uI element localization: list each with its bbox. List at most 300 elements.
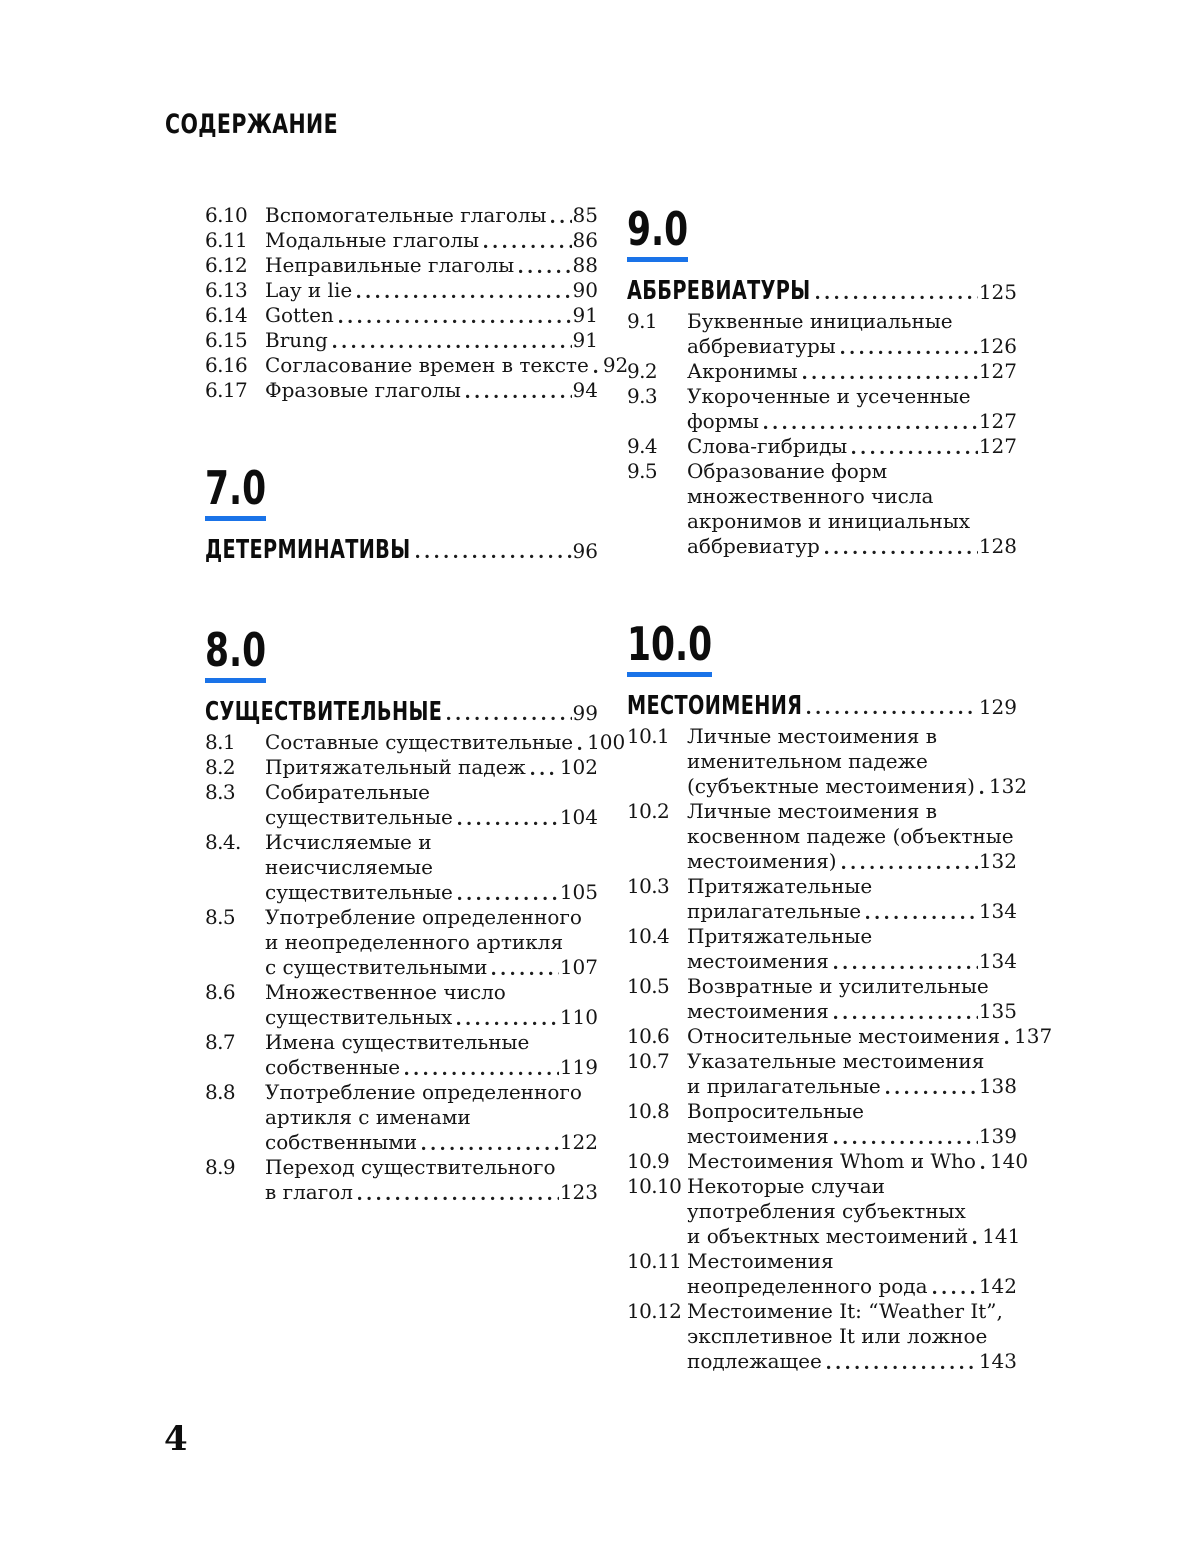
entry-number: 9.3	[627, 384, 658, 408]
entry-line: существительных	[265, 1005, 453, 1029]
toc-column-right	[627, 202, 1053, 1374]
entry-body	[687, 1099, 1017, 1149]
entry-last-line	[265, 880, 598, 905]
dot-leader	[422, 1145, 559, 1152]
toc-entry	[627, 1174, 1021, 1249]
entry-body	[265, 780, 598, 830]
entry-number: 8.2	[205, 755, 236, 779]
entry-page-number: 143	[978, 1349, 1017, 1373]
entry-line: Некоторые случаи	[687, 1174, 885, 1198]
dot-leader	[807, 709, 977, 716]
toc-section	[205, 623, 626, 1205]
entry-body	[265, 328, 598, 353]
toc-entry	[627, 974, 1017, 1024]
entry-body	[687, 1024, 1053, 1049]
dot-leader	[458, 895, 559, 902]
entry-line: Личные местоимения в	[687, 799, 937, 823]
entry-line: (субъектные местоимения)	[687, 774, 975, 798]
toc-entry	[205, 378, 598, 403]
entry-line: собственными	[265, 1130, 418, 1154]
entry-body	[687, 434, 1017, 459]
toc-entry	[627, 1024, 1053, 1049]
toc-entry	[205, 278, 598, 303]
entry-page-number: 119	[559, 1055, 598, 1079]
section-number-underline	[627, 617, 713, 677]
entry-last-line	[265, 1180, 598, 1205]
entry-page-number: 91	[572, 328, 598, 352]
entry-body	[265, 253, 598, 278]
entry-page-number: 135	[978, 999, 1017, 1023]
dot-leader	[357, 293, 571, 300]
entry-last-line	[265, 730, 626, 755]
entry-line: Модальные глаголы	[265, 228, 480, 252]
dot-leader	[519, 268, 571, 275]
entry-line: артикля с именами	[265, 1105, 471, 1129]
entry-line: Gotten	[265, 303, 334, 327]
section-title-wrap	[627, 277, 811, 306]
dot-leader	[484, 243, 572, 250]
dot-leader	[594, 368, 602, 375]
entry-line: Вопросительные	[687, 1099, 865, 1123]
entry-page-number: 138	[978, 1074, 1017, 1098]
entry-page-number: 104	[559, 805, 598, 829]
entry-number: 10.11	[627, 1249, 682, 1273]
entry-body	[687, 724, 1028, 799]
dot-leader	[816, 294, 978, 301]
entry-body	[687, 309, 1017, 359]
entry-line: и прилагательные	[687, 1074, 881, 1098]
entry-page-number: 137	[1014, 1024, 1053, 1048]
section-title: АББРЕВИАТУРЫ	[627, 276, 811, 306]
entry-page-number: 90	[572, 278, 598, 302]
toc-section	[627, 617, 1053, 1374]
entry-page-number: 123	[559, 1180, 598, 1204]
section-number: 8.0	[205, 623, 267, 677]
dot-leader	[852, 449, 978, 456]
entry-body	[265, 278, 598, 303]
toc-entry	[205, 353, 629, 378]
entry-number: 10.3	[627, 874, 670, 898]
dot-leader	[886, 1089, 978, 1096]
entry-last-line	[265, 203, 598, 228]
entry-last-line	[265, 278, 598, 303]
entry-group	[205, 203, 629, 403]
dot-leader	[492, 970, 558, 977]
dot-leader	[841, 349, 978, 356]
entry-last-line	[265, 755, 598, 780]
entry-last-line	[687, 899, 1017, 924]
dot-leader	[803, 374, 978, 381]
entry-last-line	[265, 805, 598, 830]
entry-last-line	[265, 1005, 598, 1030]
entry-line: существительные	[265, 880, 453, 904]
entry-line: Личные местоимения в	[687, 724, 937, 748]
dot-leader	[405, 1070, 559, 1077]
entry-line: множественного числа	[687, 484, 934, 508]
entry-number: 6.11	[205, 228, 248, 252]
entry-body	[265, 905, 598, 980]
entry-line: местоимения)	[687, 849, 837, 873]
entry-line: эксплетивное It или ложное	[687, 1324, 988, 1348]
entry-page-number: 141	[982, 1224, 1021, 1248]
toc-entry	[627, 874, 1017, 924]
entry-body	[687, 1249, 1017, 1299]
entry-line: Образование форм	[687, 459, 888, 483]
entry-line: употребления субъектных	[687, 1199, 966, 1223]
entry-number: 6.12	[205, 253, 248, 277]
entry-line: Местоимения	[687, 1249, 834, 1273]
section-number: 9.0	[627, 202, 689, 256]
dot-leader	[981, 1164, 989, 1171]
section-title-row	[205, 698, 598, 727]
entry-last-line	[687, 1274, 1017, 1299]
entry-last-line	[687, 359, 1017, 384]
section-title: СУЩЕСТВИТЕЛЬНЫЕ	[205, 697, 443, 727]
entry-page-number: 92	[602, 353, 629, 377]
entry-line: Фразовые глаголы	[265, 378, 461, 402]
entry-line: местоимения	[687, 999, 829, 1023]
entry-line: Употребление определенного	[265, 1080, 582, 1104]
entry-line: Переход существительного	[265, 1155, 556, 1179]
toc-entry	[205, 780, 598, 830]
dot-leader	[466, 393, 572, 400]
dot-leader	[531, 770, 559, 777]
dot-leader	[447, 715, 571, 722]
dot-leader	[358, 1195, 559, 1202]
entry-body	[687, 924, 1017, 974]
entry-number: 10.12	[627, 1299, 682, 1323]
entry-line: неопределенного рода	[687, 1274, 928, 1298]
entry-line: Притяжательные	[687, 924, 873, 948]
toc-entry	[627, 1299, 1017, 1374]
entry-number: 10.5	[627, 974, 670, 998]
page-number: 4	[164, 1419, 188, 1459]
entry-line: местоимения	[687, 949, 829, 973]
entry-page-number: 132	[988, 774, 1028, 798]
toc-section	[205, 461, 598, 565]
entry-last-line	[687, 1074, 1017, 1099]
entry-number: 8.5	[205, 905, 236, 929]
entry-line: и неопределенного артикля	[265, 930, 564, 954]
entry-line: Укороченные и усеченные	[687, 384, 971, 408]
entry-line: Неправильные глаголы	[265, 253, 515, 277]
entry-number: 10.4	[627, 924, 670, 948]
entry-number: 10.6	[627, 1024, 670, 1048]
entry-last-line	[687, 774, 1028, 799]
entry-last-line	[687, 1124, 1017, 1149]
entry-body	[687, 1149, 1029, 1174]
entry-page-number: 126	[978, 334, 1017, 358]
entry-page-number: 139	[978, 1124, 1017, 1148]
section-title-wrap	[627, 692, 802, 721]
toc-entry	[627, 724, 1028, 799]
entry-page-number: 105	[559, 880, 598, 904]
toc-entry	[627, 924, 1017, 974]
dot-leader	[458, 820, 559, 827]
entry-last-line	[265, 253, 598, 278]
entry-line: Вспомогательные глаголы	[265, 203, 547, 227]
toc-entry	[205, 755, 598, 780]
toc-entry	[205, 980, 598, 1030]
dot-leader	[980, 789, 988, 796]
entry-last-line	[265, 353, 629, 378]
page-title: СОДЕРЖАНИЕ	[165, 109, 339, 140]
entry-body	[265, 203, 598, 228]
entry-last-line	[687, 534, 1017, 559]
entry-last-line	[265, 303, 598, 328]
entry-last-line	[687, 434, 1017, 459]
toc-entry	[205, 253, 598, 278]
entry-number: 6.16	[205, 353, 248, 377]
entry-line: аббревиатуры	[687, 334, 836, 358]
entry-last-line	[687, 409, 1017, 434]
entry-line: Местоимение It: “Weather It”,	[687, 1299, 1003, 1323]
dot-leader	[827, 1364, 978, 1371]
dot-leader	[842, 864, 978, 871]
toc-entry	[205, 905, 598, 980]
entry-page-number: 86	[572, 228, 598, 252]
entry-body	[687, 799, 1017, 874]
entry-line: Акронимы	[687, 359, 798, 383]
dot-leader	[834, 1139, 978, 1146]
entry-body	[687, 874, 1017, 924]
entry-number: 10.7	[627, 1049, 670, 1073]
entry-body	[265, 980, 598, 1030]
entry-page-number: 94	[572, 378, 598, 402]
toc-entry	[627, 459, 1017, 559]
section-number-underline	[205, 461, 267, 521]
entry-last-line	[687, 1224, 1021, 1249]
entry-line: Множественное число	[265, 980, 506, 1004]
dot-leader	[834, 964, 978, 971]
section-number-underline	[205, 623, 267, 683]
entry-page-number: 128	[978, 534, 1017, 558]
entry-last-line	[265, 1055, 598, 1080]
entry-line: Brung	[265, 328, 328, 352]
entry-line: косвенном падеже (объектные	[687, 824, 1014, 848]
dot-leader	[551, 218, 571, 225]
toc-column-left	[205, 203, 629, 1205]
dot-leader	[416, 553, 572, 560]
entry-page-number: 140	[989, 1149, 1029, 1173]
entry-body	[265, 1155, 598, 1205]
entry-number: 10.2	[627, 799, 670, 823]
entry-last-line	[265, 328, 598, 353]
entry-line: Слова-гибриды	[687, 434, 848, 458]
entry-page-number: 132	[978, 849, 1017, 873]
entry-page-number: 107	[559, 955, 598, 979]
dot-leader	[764, 424, 978, 431]
entry-line: в глагол	[265, 1180, 353, 1204]
entry-body	[265, 228, 598, 253]
entry-page-number: 127	[978, 409, 1017, 433]
entry-body	[687, 459, 1017, 559]
entry-line: именительном падеже	[687, 749, 928, 773]
entry-body	[687, 1299, 1017, 1374]
dot-leader	[578, 745, 586, 752]
entry-number: 8.6	[205, 980, 236, 1004]
entry-number: 8.9	[205, 1155, 236, 1179]
entry-line: неисчисляемые	[265, 855, 433, 879]
toc-entry	[627, 1049, 1017, 1099]
toc-entry	[627, 1249, 1017, 1299]
section-page-number: 96	[572, 539, 598, 563]
entry-line: и объектных местоимений	[687, 1224, 969, 1248]
entry-last-line	[265, 228, 598, 253]
entry-line: прилагательные	[687, 899, 862, 923]
entry-last-line	[265, 955, 598, 980]
entry-body	[687, 384, 1017, 434]
toc-entry	[205, 203, 598, 228]
section-title: ДЕТЕРМИНАТИВЫ	[205, 535, 411, 565]
entry-page-number: 127	[978, 359, 1017, 383]
entry-body	[687, 974, 1017, 1024]
entry-number: 9.2	[627, 359, 658, 383]
section-title-row	[627, 277, 1017, 306]
entry-body	[687, 1049, 1017, 1099]
entry-number: 6.13	[205, 278, 248, 302]
toc-entry	[205, 830, 598, 905]
entry-line: Употребление определенного	[265, 905, 582, 929]
section-title-row	[205, 536, 598, 565]
entry-number: 8.7	[205, 1030, 236, 1054]
toc-entry	[627, 1149, 1029, 1174]
entry-page-number: 110	[559, 1005, 598, 1029]
toc-entry	[627, 309, 1017, 359]
dot-leader	[339, 318, 572, 325]
entry-last-line	[687, 1024, 1053, 1049]
section-title-wrap	[205, 536, 411, 565]
entry-page-number: 127	[978, 434, 1017, 458]
entry-body	[265, 1030, 598, 1080]
entry-line: Согласование времен в тексте	[265, 353, 589, 377]
entry-line: акронимов и инициальных	[687, 509, 971, 533]
toc-entry	[205, 303, 598, 328]
entry-number: 9.4	[627, 434, 658, 458]
section-title: МЕСТОИМЕНИЯ	[627, 691, 803, 721]
section-page-number: 99	[572, 701, 598, 725]
entry-body	[687, 359, 1017, 384]
entry-number: 9.5	[627, 459, 658, 483]
entry-number: 6.15	[205, 328, 248, 352]
toc-entry	[627, 384, 1017, 434]
entry-body	[265, 353, 629, 378]
entry-line: Составные существительные	[265, 730, 574, 754]
entry-last-line	[687, 849, 1017, 874]
entry-number: 8.1	[205, 730, 236, 754]
entry-line: Возвратные и усилительные	[687, 974, 989, 998]
entry-page-number: 142	[978, 1274, 1017, 1298]
dot-leader	[866, 914, 978, 921]
toc-entry	[205, 1080, 598, 1155]
toc-entry	[205, 328, 598, 353]
toc-entry	[205, 730, 626, 755]
entry-line: Имена существительные	[265, 1030, 530, 1054]
toc-entry	[627, 434, 1017, 459]
entry-body	[265, 755, 598, 780]
toc-entry	[205, 1155, 598, 1205]
entry-line: Местоимения Whom и Who	[687, 1149, 976, 1173]
section-number: 7.0	[205, 461, 267, 515]
entry-line: формы	[687, 409, 759, 433]
entry-number: 6.10	[205, 203, 248, 227]
entry-page-number: 134	[978, 899, 1017, 923]
entry-line: Собирательные	[265, 780, 431, 804]
entry-page-number: 91	[572, 303, 598, 327]
toc-entry	[627, 1099, 1017, 1149]
dot-leader	[933, 1289, 978, 1296]
section-entries	[205, 730, 626, 1205]
section-number-underline	[627, 202, 689, 262]
dot-leader	[333, 343, 572, 350]
entry-number: 8.8	[205, 1080, 236, 1104]
section-entries	[627, 724, 1053, 1374]
toc-entry	[627, 799, 1017, 874]
dot-leader	[1005, 1039, 1013, 1046]
entry-page-number: 88	[572, 253, 598, 277]
entry-body	[265, 830, 598, 905]
entry-page-number: 102	[559, 755, 598, 779]
toc-entry	[627, 359, 1017, 384]
dot-leader	[834, 1014, 978, 1021]
entry-number: 10.9	[627, 1149, 670, 1173]
entry-last-line	[687, 1349, 1017, 1374]
entry-line: Притяжательные	[687, 874, 873, 898]
entry-line: Указательные местоимения	[687, 1049, 985, 1073]
entry-number: 9.1	[627, 309, 658, 333]
section-title-row	[627, 692, 1017, 721]
entry-line: Lay и lie	[265, 278, 353, 302]
section-title-wrap	[205, 698, 442, 727]
section-entries	[627, 309, 1017, 559]
entry-last-line	[687, 1149, 1029, 1174]
section-page-number: 125	[978, 280, 1017, 304]
entry-line: Буквенные инициальные	[687, 309, 953, 333]
entry-page-number: 122	[559, 1130, 598, 1154]
entry-line: Исчисляемые и	[265, 830, 432, 854]
entry-body	[265, 730, 626, 755]
entry-line: собственные	[265, 1055, 401, 1079]
entry-number: 8.4.	[205, 830, 241, 854]
entry-last-line	[687, 999, 1017, 1024]
entry-line: аббревиатур	[687, 534, 820, 558]
entry-body	[265, 1080, 598, 1155]
entry-line: Относительные местоимения	[687, 1024, 1000, 1048]
dot-leader	[457, 1020, 559, 1027]
entry-number: 8.3	[205, 780, 236, 804]
entry-number: 10.10	[627, 1174, 682, 1198]
entry-page-number: 100	[587, 730, 626, 754]
entry-body	[265, 303, 598, 328]
entry-line: Притяжательный падеж	[265, 755, 526, 779]
entry-line: подлежащее	[687, 1349, 822, 1373]
entry-last-line	[265, 1130, 598, 1155]
toc-section	[627, 202, 1017, 559]
entry-line: существительные	[265, 805, 453, 829]
toc-entry	[205, 228, 598, 253]
entry-line: с существительными	[265, 955, 488, 979]
entry-page-number: 134	[978, 949, 1017, 973]
entry-number: 10.8	[627, 1099, 670, 1123]
entry-number: 6.14	[205, 303, 248, 327]
entry-last-line	[687, 949, 1017, 974]
dot-leader	[825, 549, 978, 556]
entry-number: 6.17	[205, 378, 248, 402]
entry-body	[687, 1174, 1021, 1249]
section-number: 10.0	[627, 617, 713, 671]
entry-body	[265, 378, 598, 403]
toc-entry	[205, 1030, 598, 1080]
